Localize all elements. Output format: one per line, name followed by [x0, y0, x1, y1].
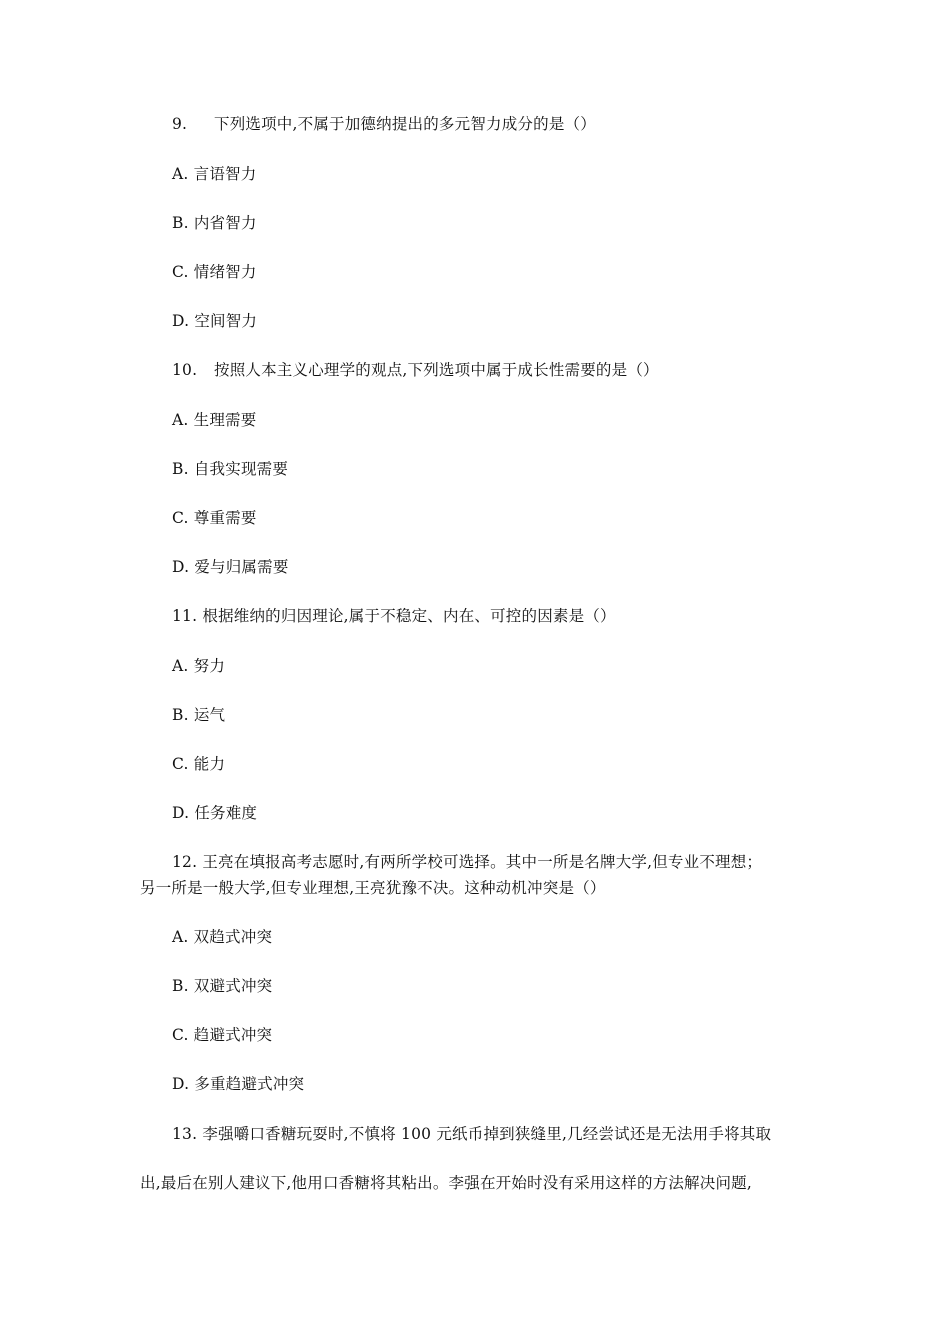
- question-10-stem: [172, 360, 659, 380]
- question-10-option-b: B. 自我实现需要: [172, 460, 289, 478]
- question-10-option-d: D. 爱与归属需要: [172, 558, 289, 576]
- question-9-number: 9.: [172, 115, 188, 133]
- question-9-text: 下列选项中,不属于加德纳提出的多元智力成分的是（）: [214, 115, 596, 133]
- question-12-option-a: A. 双趋式冲突: [172, 928, 273, 946]
- question-12-stem-line-1: 12. 王亮在填报高考志愿时,有两所学校可选择。其中一所是名牌大学,但专业不理想；: [172, 853, 763, 871]
- question-12-stem-line-2: 另一所是一般大学,但专业理想,王亮犹豫不决。这种动机冲突是（）: [140, 879, 606, 897]
- question-10-text: 按照人本主义心理学的观点,下列选项中属于成长性需要的是（）: [214, 361, 659, 379]
- question-11-option-c: C. 能力: [172, 755, 226, 773]
- question-12-option-c: C. 趋避式冲突: [172, 1026, 273, 1044]
- question-9-option-d: D. 空间智力: [172, 312, 258, 330]
- question-13-stem-line-2: 出,最后在别人建议下,他用口香糖将其粘出。李强在开始时没有采用这样的方法解决问题,: [140, 1174, 752, 1192]
- question-11-option-d: D. 任务难度: [172, 804, 258, 822]
- question-12-option-d: D. 多重趋避式冲突: [172, 1075, 305, 1093]
- question-11-option-b: B. 运气: [172, 706, 226, 724]
- question-10-option-a: A. 生理需要: [172, 411, 257, 429]
- question-9-option-c: C. 情绪智力: [172, 263, 257, 281]
- question-10-number: 10.: [172, 361, 198, 379]
- question-10-option-c: C. 尊重需要: [172, 509, 257, 527]
- question-11-stem: 11. 根据维纳的归因理论,属于不稳定、内在、可控的因素是（）: [172, 607, 616, 625]
- question-12-option-b: B. 双避式冲突: [172, 977, 273, 995]
- question-9-option-b: B. 内省智力: [172, 214, 257, 232]
- question-13-stem-line-1: 13. 李强嚼口香糖玩耍时,不慎将 100 元纸币掉到狭缝里,几经尝试还是无法用手将其取: [172, 1125, 772, 1143]
- question-11-option-a: A. 努力: [172, 657, 226, 675]
- question-9-option-a: A. 言语智力: [172, 165, 257, 183]
- question-9-stem: [172, 114, 596, 134]
